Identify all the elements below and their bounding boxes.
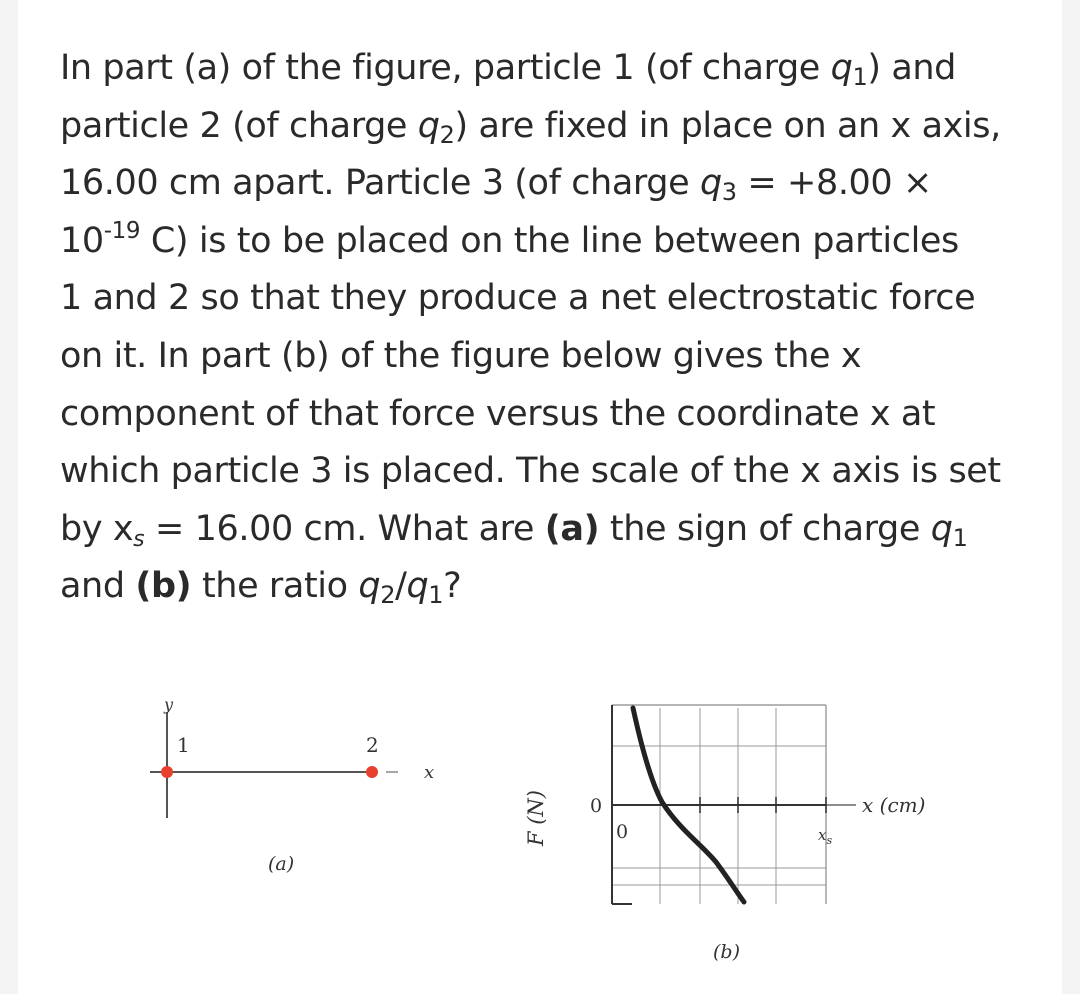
problem-line	[60, 213, 1040, 271]
particle-2-label: 2	[366, 733, 379, 757]
x-axis-label-b: x (cm)	[862, 793, 926, 817]
text-span: the sign of charge	[599, 508, 931, 549]
charge-symbol: $q_1$	[406, 566, 444, 610]
text-span: particle 2 (of charge	[60, 105, 418, 146]
text-span: = +8.00 ×	[736, 163, 932, 204]
y-axis-label-a: y	[164, 695, 174, 714]
text-span: 16.00 cm apart. Particle 3 (of charge	[60, 163, 700, 204]
text-span: = 16.00 cm. What are	[144, 508, 545, 549]
caption-a: (a)	[268, 853, 295, 875]
xs-label: $x_s$	[818, 826, 833, 847]
text-span: ) and	[867, 48, 956, 88]
problem-line	[60, 40, 1040, 98]
x-zero-label: 0	[616, 821, 629, 843]
text-span: the ratio	[191, 566, 359, 607]
charge-symbol: $q_1$	[930, 508, 968, 552]
charge-symbol: $q_2$	[417, 105, 455, 149]
caption-b: (b)	[713, 941, 740, 963]
charge-symbol: $q_2$	[358, 566, 396, 610]
text-span: C) is to be placed on the line between particles	[140, 220, 959, 261]
subscript: s	[133, 526, 145, 552]
text-span: by x	[60, 508, 134, 549]
particle-1-label: 1	[177, 733, 190, 757]
text-span: ?	[443, 566, 462, 607]
problem-statement	[60, 40, 1040, 616]
problem-line: which particle 3 is placed. The scale of the x axis is set	[60, 451, 1001, 492]
charge-symbol: $q_1$	[830, 48, 868, 91]
problem-line	[60, 98, 1040, 156]
problem-line	[60, 501, 1040, 559]
part-a-label: (a)	[544, 508, 600, 549]
problem-line	[60, 155, 1040, 213]
y-axis-label-b: F (N)	[524, 790, 548, 847]
problem-line: on it. In part (b) of the figure below gives the x	[60, 335, 862, 376]
problem-line: component of that force versus the coordinate x at	[60, 393, 936, 434]
part-b-label: (b)	[135, 566, 192, 607]
problem-line	[60, 558, 1040, 616]
charge-symbol: $q_3$	[699, 163, 737, 207]
x-axis-label-a: x	[424, 762, 435, 783]
text-span: In part (a) of the figure, particle 1 (of charge	[60, 48, 831, 88]
text-span: and	[60, 566, 136, 607]
y-zero-label: 0	[590, 795, 603, 817]
exponent: -19	[103, 217, 141, 244]
text-span: 10	[60, 220, 104, 261]
text-span: ) are fixed in place on an x axis,	[454, 105, 1001, 146]
problem-line: 1 and 2 so that they produce a net electrostatic force	[60, 278, 976, 319]
text-span: /	[395, 566, 407, 607]
